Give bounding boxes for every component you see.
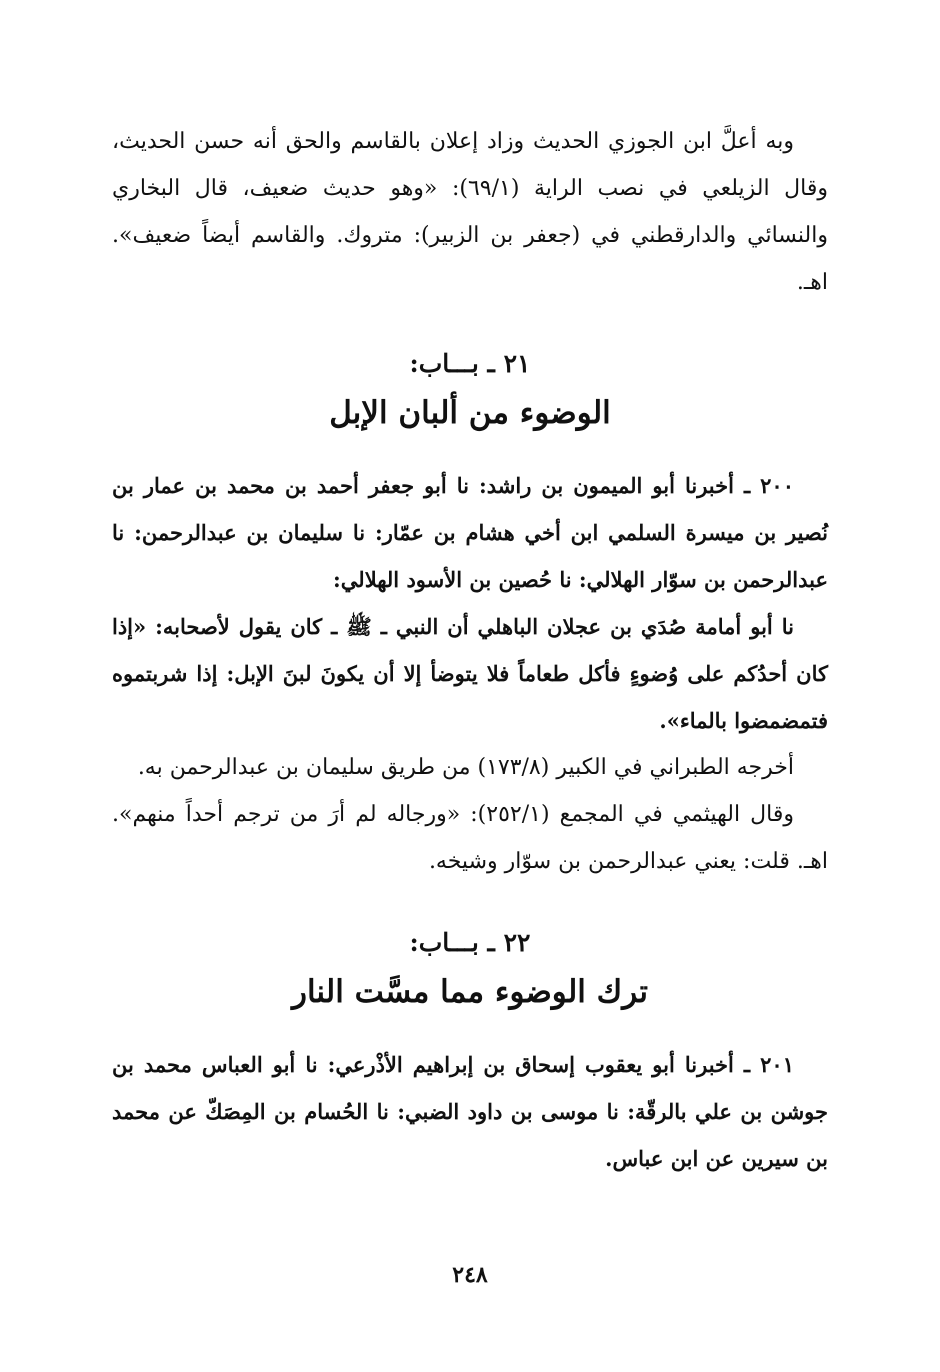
hadith-200-isnad: ٢٠٠ ـ أخبرنا أبو الميمون بن راشد: نا أبو جعفر أحمد بن محمد بن عمار بن نُصير بن ميسرة السلمي ابن أخي هشام بن عمّار: نا سليمان بن عبدالرحمن: نا عبدالرحمن بن سوّار الهلالي: نا حُصين بن الأسود الهلالي:	[112, 473, 828, 592]
chapter-22-title: ترك الوضوء مما مسَّت النار	[292, 974, 648, 1010]
hadith-200-takhrij: أخرجه الطبراني في الكبير (١٧٣/٨) من طريق سليمان بن عبدالرحمن به.	[137, 755, 794, 780]
chapter-21-number: ٢١ ـ بـــاب:	[409, 349, 531, 378]
chapter-21	[112, 344, 828, 885]
hadith-200-matn: نا أبو أمامة صُدَي بن عجلان الباهلي أن النبي ـ ﷺ ـ كان يقول لأصحابه: «إذا كان أحدُكم على وُضوءٍ فأكل طعاماً فلا يتوضأ إلا أن يكونَ لبنَ الإبل: إذا شربتموه فتمضمضوا بالماء».	[112, 614, 828, 733]
chapter-22-number: ٢٢ ـ بـــاب:	[409, 928, 531, 957]
chapter-21-title: الوضوء من ألبان الإبل	[329, 395, 611, 431]
page-number: ٢٤٨	[452, 1262, 488, 1288]
intro-paragraph: وبه أعلَّ ابن الجوزي الحديث وزاد إعلان بالقاسم والحق أنه حسن الحديث، وقال الزيلعي في نصب الراية (٦٩/١): «وهو حديث ضعيف، قال البخاري والنسائي والدارقطني في (جعفر بن الزبير): متروك. والقاسم أيضاً ضعيف». اهـ.	[112, 129, 828, 295]
hadith-201-isnad: ٢٠١ ـ أخبرنا أبو يعقوب إسحاق بن إبراهيم الأذْرعي: نا أبو العباس محمد بن جوشن بن علي بالرقّة: نا موسى بن داود الضبي: نا الحُسام بن المِصَكّ عن محمد بن سيرين عن ابن عباس.	[112, 1052, 828, 1171]
chapter-22	[112, 923, 828, 1182]
hadith-200-comment: وقال الهيثمي في المجمع (٢٥٢/١): «ورجاله لم أرَ من ترجم أحداً منهم». اهـ. قلت: يعني عبدالرحمن بن سوّار وشيخه.	[112, 802, 828, 874]
